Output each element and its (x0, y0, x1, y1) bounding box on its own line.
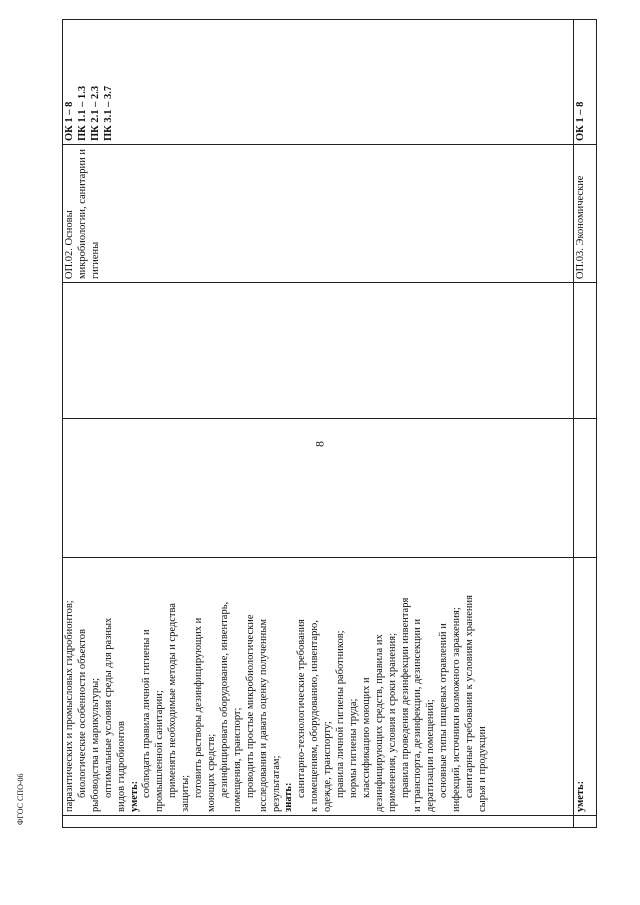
table-row (574, 20, 597, 828)
curriculum-table (62, 19, 597, 828)
requirement-line: результатам; (270, 755, 282, 812)
hours-required-cell (63, 283, 574, 419)
requirement-line: применять необходимые методы и средства (167, 603, 179, 798)
requirement-line: санитарные требования к условиям хранения (464, 595, 476, 798)
competency-code: ПК 1.1 – 1.3 (76, 85, 88, 141)
page-number: 8 (312, 441, 327, 447)
index-cell (574, 816, 597, 828)
requirement-line: дератизации помещений; (425, 699, 437, 812)
table-row (63, 20, 574, 828)
requirement-line: защиты; (180, 774, 192, 812)
competencies-cell (574, 20, 597, 145)
requirement-line: паразитических и промысловых гидробионтов; (64, 600, 75, 812)
requirement-line: рыбоводства и марикультуры; (89, 677, 101, 812)
requirement-line: моющих средств; (205, 733, 217, 812)
requirement-line: к помещениям, оборудованию, инвентарю, (309, 620, 321, 812)
competency-code: ОК 1 – 8 (575, 101, 586, 141)
hours-max-cell (574, 419, 597, 558)
competency-code: ПК 2.1 – 2.3 (89, 85, 101, 141)
hours-max-cell (63, 419, 574, 558)
footer-code: ФГОС СПО-06 (16, 773, 25, 825)
requirement-line: промышленной санитарии; (154, 690, 166, 812)
requirement-line: классификацию моющих и (360, 677, 372, 798)
requirements-cell (63, 558, 574, 816)
requirement-line: оптимальные условия среды для разных (102, 617, 114, 798)
requirement-line: нормы гигиены труда; (347, 698, 359, 798)
skills-heading: уметь: (575, 780, 586, 812)
requirement-line: одежде, транспорту; (322, 721, 334, 812)
requirement-line: и транспорта, дезинфекции, дезинсекции и (412, 618, 424, 812)
requirement-line: применения, условия и сроки хранения; (386, 633, 398, 812)
hours-required-cell (574, 283, 597, 419)
section-heading: уметь: (128, 780, 140, 812)
requirement-line: проводить простые микробиологические (244, 614, 256, 798)
requirement-line: сырья и продукции (477, 726, 488, 812)
requirements-cell (574, 558, 597, 816)
requirement-line: биологические особенности объектов (76, 629, 88, 798)
requirements-text (64, 561, 490, 812)
requirement-line: основные типы пищевых отравлений и (438, 623, 450, 798)
discipline-cell (63, 145, 574, 283)
requirement-line: помещения, транспорт; (231, 707, 243, 812)
discipline-name: ОП.03. Экономические (575, 175, 586, 279)
requirement-line: готовить растворы дезинфицирующих и (193, 617, 205, 798)
discipline-name: ОП.02. Основы микробиологии, санитарии и гигиены (64, 148, 101, 279)
index-cell (63, 816, 574, 828)
requirement-line: соблюдать правила личной гигиены и (141, 629, 153, 798)
requirement-line: правила проведения дезинфекции инвентаря (399, 597, 411, 798)
rotated-table-wrapper (62, 20, 596, 828)
competencies-cell (63, 20, 574, 145)
competency-code: ПК 3.1 – 3.7 (102, 85, 114, 141)
requirement-line: дезинфицировать оборудование, инвентарь, (218, 601, 230, 798)
requirement-line: видов гидробионтов (115, 720, 127, 812)
section-heading: знать: (283, 782, 295, 812)
competency-code: ОК 1 – 8 (64, 101, 75, 141)
discipline-cell (574, 145, 597, 283)
requirement-line: инфекций, источники возможного заражения; (451, 607, 463, 812)
requirement-line: дезинфицирующих средств, правила их (373, 634, 385, 812)
requirement-line: санитарно-технологические требования (296, 619, 308, 798)
requirement-line: правила личной гигиены работников; (335, 630, 347, 798)
requirement-line: исследования и давать оценку полученным (257, 619, 269, 812)
